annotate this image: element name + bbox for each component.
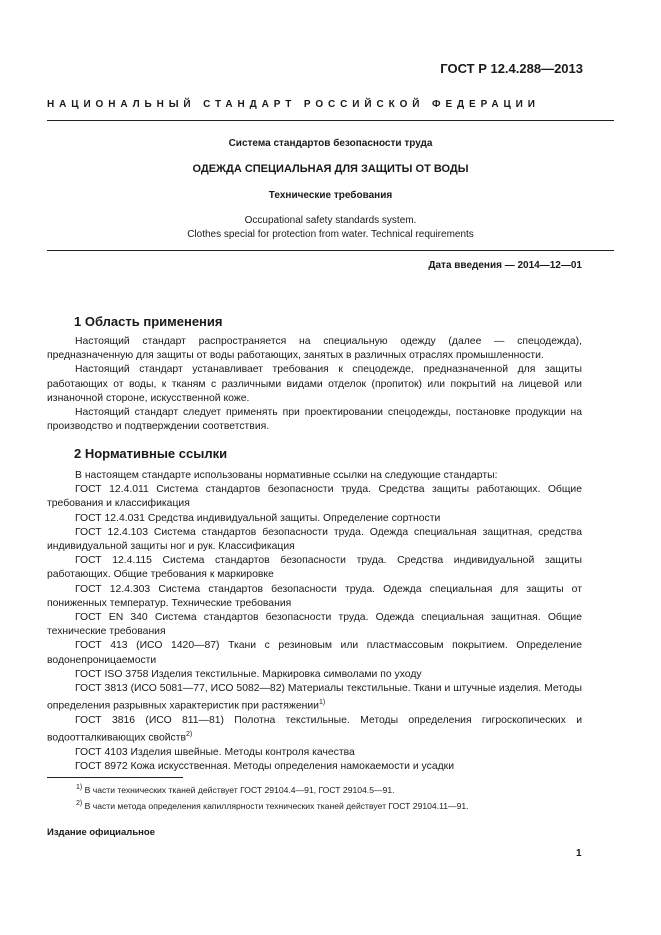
footnote-marker: 1) bbox=[76, 784, 83, 791]
section-1-heading: 1 Область применения bbox=[74, 314, 223, 329]
footnote-text: В части технических тканей действует ГОСТ 29104.4—91, ГОСТ 29104.5—91. bbox=[84, 784, 395, 795]
document-title: ОДЕЖДА СПЕЦИАЛЬНАЯ ДЛЯ ЗАЩИТЫ ОТ ВОДЫ bbox=[192, 163, 469, 175]
reference-item bbox=[47, 760, 582, 774]
english-title-line1: Occupational safety standards system. bbox=[244, 215, 417, 226]
reference-item bbox=[47, 714, 582, 746]
section-1-body bbox=[47, 335, 582, 434]
section-2-intro: В настоящем стандарте использованы нормативные ссылки на следующие стандарты: bbox=[75, 470, 498, 481]
section-2-heading: 2 Нормативные ссылки bbox=[74, 446, 228, 461]
reference-text: ГОСТ 12.4.031 Средства индивидуальной защиты. Определение сортности bbox=[75, 512, 441, 524]
reference-text: ГОСТ ISO 3758 Изделия текстильные. Маркировка символами по уходу bbox=[75, 668, 422, 680]
section-1-paragraph: Настоящий стандарт устанавливает требования к спецодежде, предназначенной для защиты работающих от воды, к тканям с различными видами отделок (пропиток) или покрытий на лицевой или изнаночной стороне, искусственной коже. bbox=[47, 364, 582, 404]
document-subtitle: Технические требования bbox=[268, 190, 393, 201]
reference-item bbox=[47, 554, 582, 582]
footnote bbox=[76, 781, 469, 797]
edition-label: Издание официальное bbox=[47, 827, 155, 838]
reference-item bbox=[47, 746, 582, 760]
header-divider bbox=[47, 120, 614, 121]
reference-text: ГОСТ 12.4.011 Система стандартов безопасности труда. Средства защиты работающих. Общие требования и классификация bbox=[47, 484, 582, 510]
reference-text: ГОСТ 3813 (ИСО 5081—77, ИСО 5082—82) Материалы текстильные. Ткани и штучные изделия. Методы определения разрывных характеристик при растяжении bbox=[47, 683, 582, 712]
footnote-marker: 2) bbox=[76, 800, 83, 808]
section-1-paragraph: Настоящий стандарт следует применять при проектировании спецодежды, постановке продукции на производство и подтверждении соответствия. bbox=[47, 407, 582, 433]
footnote-reference-marker: 1) bbox=[318, 699, 326, 707]
reference-text: ГОСТ 4103 Изделия швейные. Методы контроля качества bbox=[75, 746, 355, 758]
reference-item bbox=[47, 611, 582, 639]
reference-text: ГОСТ 12.4.103 Система стандартов безопасности труда. Одежда специальная защитная, средства индивидуальной защиты ног и рук. Классификация bbox=[47, 526, 582, 553]
title-divider bbox=[47, 250, 614, 251]
reference-text: ГОСТ 8972 Кожа искусственная. Методы определения намокаемости и усадки bbox=[75, 761, 455, 772]
reference-item bbox=[47, 583, 582, 611]
page-number: 1 bbox=[576, 848, 582, 859]
reference-item bbox=[47, 483, 582, 511]
english-title-line2: Clothes special for protection from water. Technical requirements bbox=[187, 229, 474, 240]
reference-text: ГОСТ 3816 (ИСО 811—81) Полотна текстильные. Методы определения гигроскопических и водоотталкивающих свойств bbox=[47, 714, 582, 744]
footnote-reference-marker: 2) bbox=[186, 731, 193, 739]
section-2-body bbox=[47, 469, 582, 774]
footnote-divider bbox=[47, 777, 183, 778]
standard-number: ГОСТ Р 12.4.288—2013 bbox=[440, 61, 583, 76]
reference-item bbox=[47, 682, 582, 714]
reference-item bbox=[47, 639, 582, 667]
reference-text: ГОСТ 413 (ИСО 1420—87) Ткани с резиновым или пластмассовым покрытием. Определение водонепроницаемости bbox=[47, 640, 582, 666]
footnotes bbox=[76, 781, 469, 814]
system-title: Система стандартов безопасности труда bbox=[228, 138, 433, 149]
footnote bbox=[76, 797, 469, 813]
section-1-paragraph: Настоящий стандарт распространяется на специальную одежду (далее — спецодежда), предназначенную для защиты от воды работающих, занятых в различных отраслях промышленности. bbox=[47, 336, 582, 362]
reference-item bbox=[47, 512, 582, 526]
national-standard-title: НАЦИОНАЛЬНЫЙ СТАНДАРТ РОССИЙСКОЙ ФЕДЕРАЦИИ bbox=[47, 99, 540, 110]
reference-list bbox=[47, 483, 582, 774]
reference-item bbox=[47, 526, 582, 554]
reference-text: ГОСТ 12.4.303 Система стандартов безопасности труда. Одежда специальная для защиты от пониженных температур. Технические требования bbox=[47, 583, 582, 609]
footnote-text: В части метода определения капиллярности технических тканей действует ГОСТ 29104.11—91. bbox=[84, 801, 469, 812]
introduction-date: Дата введения — 2014—12—01 bbox=[428, 260, 582, 271]
reference-text: ГОСТ EN 340 Система стандартов безопасности труда. Одежда специальная защитная. Общие технические требования bbox=[47, 612, 582, 638]
english-title bbox=[47, 214, 614, 242]
reference-text: ГОСТ 12.4.115 Система стандартов безопасности труда. Средства индивидуальной защиты работающих. Общие требования к маркировке bbox=[47, 555, 582, 581]
reference-item bbox=[47, 668, 582, 682]
